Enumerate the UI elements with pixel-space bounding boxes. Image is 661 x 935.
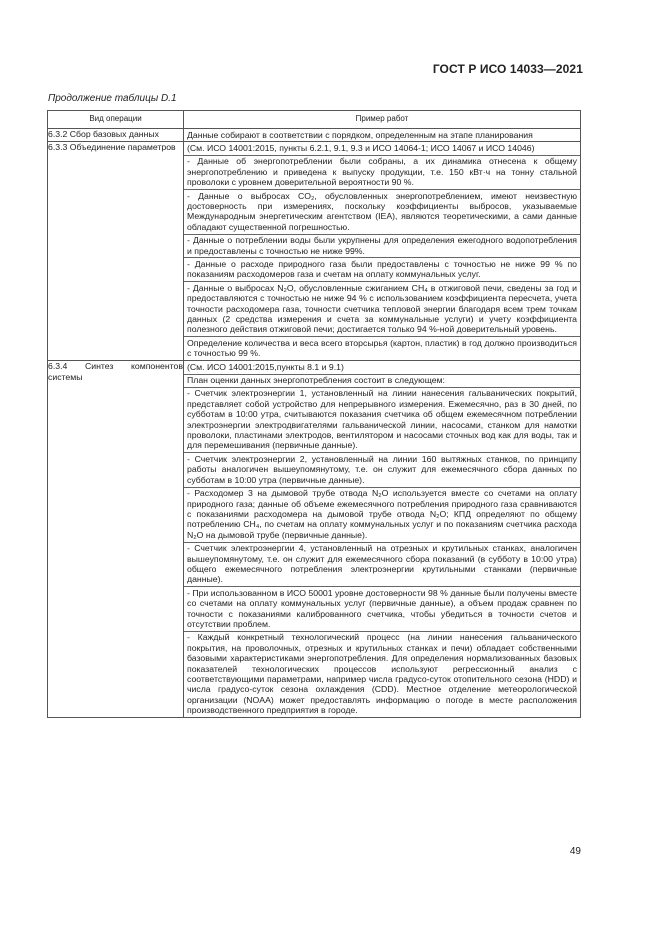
operation-cell: 6.3.4 Синтез компонентов системы [48,361,184,718]
example-paragraph: - Данные о потреблении воды были укрупнены для определения ежегодного водопотребления и предоставлены с точностью не ниже 99%. [184,235,580,259]
operations-table [47,110,581,718]
example-paragraph: - Счетчик электроэнергии 4, установленный на отрезных и крутильных станках, аналогичен вышеупомянутому, т.е. он служит для ежемесячного сбора показаний (в субботу в 10:00 утра) общего ежемесячного потребления электроэнергии крутильными станками (первичные данные). [184,543,580,588]
standard-code: ГОСТ Р ИСО 14033—2021 [432,62,583,76]
table-continuation-caption: Продолжение таблицы D.1 [48,93,177,104]
page-number: 49 [569,846,581,857]
example-paragraph: - Данные о выбросах CO₂, обусловленных энергопотреблением, имеют неизвестную достоверность при измерениях, поскольку коэффициенты выбросов, указываемые Международным энергетическим агентством (IEA), являются теоретическими, а сами данные обладают существенной погрешностью. [184,190,580,235]
table-row [48,361,581,718]
operation-cell: 6.3.3 Объединение параметров [48,142,184,361]
example-paragraph: (См. ИСО 14001:2015,пункты 8.1 и 9.1) [184,361,580,374]
example-paragraph: - При использованном в ИСО 50001 уровне достоверности 98 % данные были получены вместе со счетами на оплату коммунальных услуг (первичные данные), а объем продаж сравнен по точности с показаниями калиброванного счетчика, чтобы убедиться в точности счетов и отсутствии проблем. [184,587,580,632]
table-row [48,142,581,361]
example-cell [184,142,581,361]
example-cell [184,361,581,718]
column-header-example: Пример работ [184,111,581,129]
example-paragraph: - Данные о расходе природного газа были предоставлены с точностью не ниже 99 % по показаниям расходомеров газа и счетам на оплату коммунальных услуг. [184,258,580,282]
operation-cell: 6.3.2 Сбор базовых данных [48,129,184,142]
example-cell [184,129,581,142]
example-paragraph: - Счетчик электроэнергии 2, установленный на линии 160 вытяжных станков, по принципу работы аналогичен вышеупомянутому, т.е. он служит для ежемесячного сбора данных по субботам в 10:00 утра (первичные данные). [184,453,580,487]
example-paragraph: Определение количества и веса всего вторсырья (картон, пластик) в год должно производиться с точностью 99 %. [187,337,577,359]
example-paragraph: - Данные об энергопотреблении были собраны, а их динамика отнесена к общему энергопотреблению и приведена к выпуску продукции, т.е. 150 кВт·ч на тонну стальной проволоки с уровнем доверительной вероятности 90 %. [184,156,580,190]
example-paragraph: - Расходомер 3 на дымовой трубе отвода N₂O используется вместе со счетами на оплату природного газа; данные об объеме ежемесячного потребления природного газа сравниваются с показаниями расходомера на дымовой трубе отвода N₂O; КПД определяют по общему потреблению CH₄, по счетам на оплату коммунальных услуг и по показаниям счетчика расхода N₂O на дымовой трубе (первичные данные). [184,488,580,543]
table-row [48,129,581,142]
table-header-row [48,111,581,129]
example-paragraph: План оценки данных энергопотребления состоит в следующем: [184,375,580,388]
example-paragraph: - Каждый конкретный технологический процесс (на линии нанесения гальванического покрытия, на проволочных, отрезных и крутильных станках и печи) обладает собственными базовыми характеристиками энергопотребления. Для определения нормализованных базовых показателей технологических процессов используют регрессионный анализ с соответствующими параметрами, например числа градусо-суток отопительного сезона (HDD) и числа градусо-суток сезона охлаждения (CDD). Местное отделение метеорологической организации (NOAA) может предоставлять информацию о погоде в месте расположения производственного предприятия в городе. [187,632,577,716]
column-header-operation: Вид операции [48,111,184,129]
example-paragraph: - Счетчик электроэнергии 1, установленный на линии нанесения гальванических покрытий, представляет собой устройство для непрерывного измерения. Ежемесячно, раз в 30 дней, по субботам в 10:00 утра, считываются показания счетчика об общем ежемесячном потреблении электроэнергии электродвигателями гальванической линии, насосами, станком для намотки проволоки, пластинами электродов, вентилятором и насосами сточных вод как для воды, так и для перемешивания (первичные данные). [184,388,580,453]
example-paragraph: - Данные о выбросах N₂O, обусловленные сжиганием CH₄ в отжиговой печи, сведены за год и предоставляются с точностью не ниже 94 % с использованием коэффициента пересчета, учета точности расходомера газа, точности счетчика тепловой энергии благодаря всем трем точкам данных (2 средства измерения и счета за коммунальные услуги) и учету коэффициента полезного действия отжиговой печи; достигается только 94 %-ной доверительный уровень. [184,282,580,337]
example-paragraph: Данные собирают в соответствии с порядком, определенным на этапе планирования [187,129,533,140]
example-paragraph: (См. ИСО 14001:2015, пункты 6.2.1, 9.1, 9.3 и ИСО 14064-1; ИСО 14067 и ИСО 14046) [184,142,580,155]
